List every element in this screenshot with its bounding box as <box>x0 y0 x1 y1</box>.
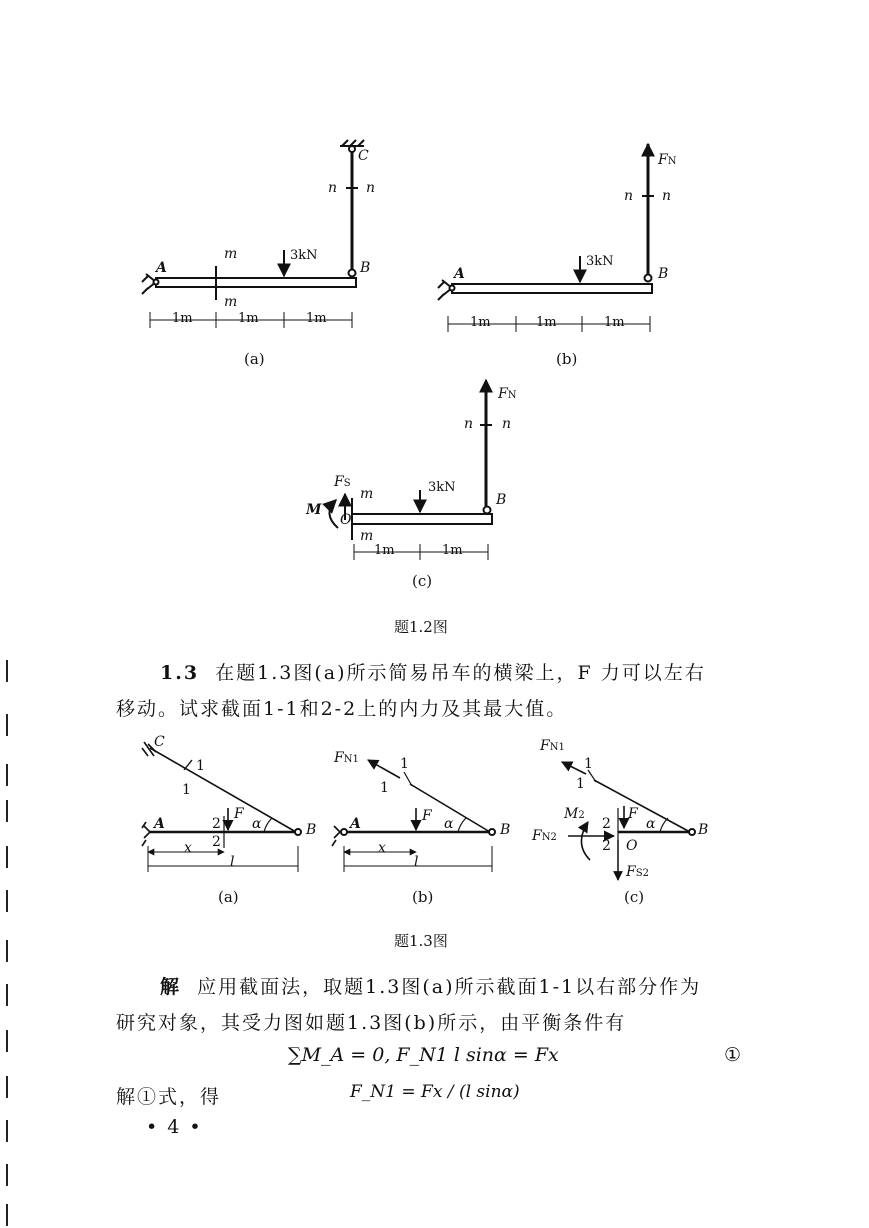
problem-line: 移动。试求截面1-1和2-2上的内力及其最大值。 <box>116 698 568 720</box>
fig12b-drawing <box>438 144 654 332</box>
force-FN: FN <box>658 152 677 168</box>
label-n: n <box>502 416 512 432</box>
edge-mark <box>6 800 8 822</box>
figure-caption: 题1.2图 <box>394 618 448 636</box>
subfig-label: (c) <box>624 888 645 906</box>
label-A: A <box>454 266 465 282</box>
label-alpha: α <box>444 816 454 832</box>
label-C: C <box>358 148 369 164</box>
label-2: 2 <box>212 816 221 832</box>
equation-1: ∑M_A = 0, F_N1 l sinα = Fx <box>288 1044 559 1066</box>
page-number: • 4 • <box>146 1116 203 1138</box>
label-1: 1 <box>196 758 205 774</box>
load-label: 3kN <box>428 480 456 495</box>
solution-line: 研究对象，其受力图如题1.3图(b)所示，由平衡条件有 <box>116 1012 627 1034</box>
dim-1m: 1m <box>536 315 557 330</box>
dim-1m: 1m <box>172 311 193 326</box>
dim-1m: 1m <box>238 311 259 326</box>
solution-line: 解 应用截面法，取题1.3图(a)所示截面1-1以右部分作为 <box>160 976 702 998</box>
edge-mark <box>6 940 8 962</box>
force-FN1: FN1 <box>540 738 565 754</box>
label-l: l <box>414 854 419 870</box>
dim-1m: 1m <box>374 543 395 558</box>
force-FS2: FS2 <box>626 864 649 880</box>
edge-mark <box>6 890 8 912</box>
force-FN2: FN2 <box>532 828 557 844</box>
label-M: M <box>306 502 322 518</box>
subfig-label: (a) <box>244 350 265 368</box>
label-B: B <box>496 492 507 508</box>
label-n: n <box>464 416 474 432</box>
subfig-label: (b) <box>556 350 578 368</box>
label-F: F <box>628 806 638 822</box>
label-1: 1 <box>576 776 585 792</box>
load-label: 3kN <box>586 254 614 269</box>
label-n: n <box>624 188 634 204</box>
dim-1m: 1m <box>470 315 491 330</box>
solution-label: 解 <box>160 976 182 998</box>
label-1: 1 <box>400 756 409 772</box>
subfig-label: (a) <box>218 888 239 906</box>
dim-1m: 1m <box>442 543 463 558</box>
label-C: C <box>154 734 165 750</box>
edge-mark <box>6 714 8 736</box>
label-n: n <box>328 180 338 196</box>
label-2: 2 <box>602 838 611 854</box>
label-m: m <box>360 486 374 502</box>
label-A: A <box>350 816 361 832</box>
fig12c-drawing <box>329 380 492 560</box>
label-1: 1 <box>380 780 389 796</box>
force-FN: FN <box>498 386 517 402</box>
label-B: B <box>360 260 371 276</box>
label-x: x <box>378 840 386 856</box>
label-F: F <box>234 806 244 822</box>
dim-1m: 1m <box>306 311 327 326</box>
equation-2: F_N1 = Fx / (l sinα) <box>350 1082 520 1102</box>
label-1: 1 <box>182 782 191 798</box>
label-F: F <box>422 808 432 824</box>
label-O: O <box>626 838 638 854</box>
label-l: l <box>230 854 235 870</box>
force-Fs: FS <box>334 474 351 490</box>
label-alpha: α <box>646 816 656 832</box>
label-2: 2 <box>212 834 221 850</box>
label-B: B <box>658 266 669 282</box>
label-m: m <box>224 294 238 310</box>
load-label: 3kN <box>290 248 318 263</box>
label-2: 2 <box>602 816 611 832</box>
edge-mark <box>6 1076 8 1098</box>
label-B: B <box>500 822 511 838</box>
edge-mark <box>6 984 8 1006</box>
equation-number: ① <box>724 1044 744 1066</box>
label-m: m <box>360 528 374 544</box>
subfig-label: (c) <box>412 572 433 590</box>
edge-mark <box>6 764 8 786</box>
label-B: B <box>698 822 709 838</box>
label-A: A <box>156 260 167 276</box>
label-B: B <box>306 822 317 838</box>
force-FN1: FN1 <box>334 750 359 766</box>
subfig-label: (b) <box>412 888 434 906</box>
problem-line: 1.3 在题1.3图(a)所示简易吊车的横梁上，F 力可以左右 <box>160 662 706 684</box>
edge-mark <box>6 660 8 682</box>
solution-line: 解①式，得 <box>116 1086 222 1108</box>
label-n: n <box>662 188 672 204</box>
figure-caption: 题1.3图 <box>394 932 448 950</box>
problem-number: 1.3 <box>160 662 200 684</box>
label-alpha: α <box>252 816 262 832</box>
label-1: 1 <box>584 756 593 772</box>
label-x: x <box>184 840 192 856</box>
dim-1m: 1m <box>604 315 625 330</box>
moment-M2: M2 <box>564 806 585 822</box>
edge-mark <box>6 1164 8 1186</box>
fig13a-drawing <box>142 742 301 872</box>
label-m: m <box>224 246 238 262</box>
label-A: A <box>154 816 165 832</box>
edge-mark <box>6 846 8 868</box>
fig12a-drawing <box>142 140 364 328</box>
edge-mark <box>6 1120 8 1142</box>
edge-mark <box>6 1030 8 1052</box>
label-O: O <box>340 512 352 528</box>
edge-mark <box>6 1204 8 1226</box>
label-n: n <box>366 180 376 196</box>
